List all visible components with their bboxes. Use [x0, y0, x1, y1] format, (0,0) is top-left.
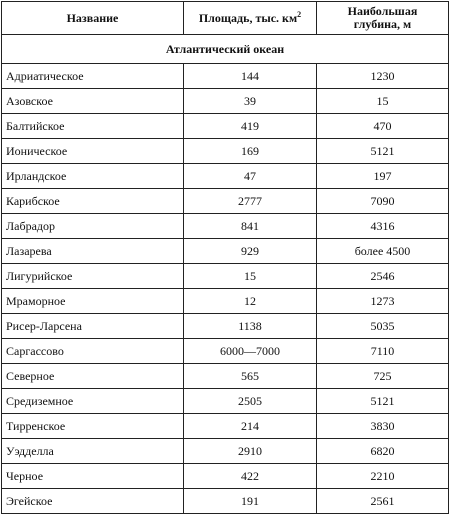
table-row — [2, 389, 449, 414]
table-row — [2, 139, 449, 164]
sea-depth-cell: 4316 — [317, 214, 449, 239]
sea-area-cell: 39 — [184, 89, 317, 114]
sea-name-cell: Мраморное — [2, 289, 184, 314]
table-header — [2, 2, 449, 35]
table-row — [2, 239, 449, 264]
sea-depth-cell: 7110 — [317, 339, 449, 364]
sea-depth-cell: 1273 — [317, 289, 449, 314]
table-row — [2, 89, 449, 114]
sea-name-cell: Черное — [2, 464, 184, 489]
sea-depth-cell: 2546 — [317, 264, 449, 289]
sea-area-cell: 47 — [184, 164, 317, 189]
sea-name-cell: Тирренское — [2, 414, 184, 439]
sea-name-cell: Эгейское — [2, 489, 184, 514]
table-row — [2, 439, 449, 464]
sea-area-cell: 169 — [184, 139, 317, 164]
sea-name-cell: Северное — [2, 364, 184, 389]
sea-name-cell: Лабрадор — [2, 214, 184, 239]
sea-depth-cell: 7090 — [317, 189, 449, 214]
header-area — [184, 2, 317, 35]
sea-area-cell: 419 — [184, 114, 317, 139]
sea-name-cell: Саргассово — [2, 339, 184, 364]
header-area-superscript: 2 — [297, 9, 302, 19]
sea-depth-cell: 5121 — [317, 389, 449, 414]
table-row — [2, 364, 449, 389]
sea-area-cell: 841 — [184, 214, 317, 239]
section-title: Атлантический океан — [2, 35, 449, 64]
table-row — [2, 214, 449, 239]
table-row — [2, 189, 449, 214]
table-body — [2, 35, 449, 514]
header-name: Название — [2, 2, 184, 35]
sea-name-cell: Балтийское — [2, 114, 184, 139]
table-row — [2, 289, 449, 314]
sea-depth-cell: 470 — [317, 114, 449, 139]
header-depth-line1: Наибольшая — [347, 4, 418, 18]
sea-depth-cell: 2210 — [317, 464, 449, 489]
seas-table — [1, 1, 449, 514]
sea-depth-cell: 3830 — [317, 414, 449, 439]
sea-depth-cell: 5121 — [317, 139, 449, 164]
sea-depth-cell: 6820 — [317, 439, 449, 464]
header-depth-line2: глубина, м — [353, 17, 412, 31]
sea-area-cell: 2910 — [184, 439, 317, 464]
sea-area-cell: 12 — [184, 289, 317, 314]
table-row — [2, 464, 449, 489]
sea-area-cell: 6000—7000 — [184, 339, 317, 364]
sea-area-cell: 15 — [184, 264, 317, 289]
header-depth — [317, 2, 449, 35]
table-row — [2, 114, 449, 139]
sea-depth-cell: 15 — [317, 89, 449, 114]
table-row — [2, 339, 449, 364]
table-row — [2, 264, 449, 289]
sea-name-cell: Адриатическое — [2, 64, 184, 89]
table-row — [2, 489, 449, 514]
sea-area-cell: 1138 — [184, 314, 317, 339]
sea-area-cell: 2777 — [184, 189, 317, 214]
header-area-text: Площадь, тыс. км — [198, 10, 298, 25]
sea-area-cell: 422 — [184, 464, 317, 489]
sea-depth-cell: более 4500 — [317, 239, 449, 264]
sea-depth-cell: 197 — [317, 164, 449, 189]
sea-name-cell: Средиземное — [2, 389, 184, 414]
sea-name-cell: Ирландское — [2, 164, 184, 189]
table-row — [2, 164, 449, 189]
sea-name-cell: Уэдделла — [2, 439, 184, 464]
sea-area-cell: 929 — [184, 239, 317, 264]
sea-name-cell: Ионическое — [2, 139, 184, 164]
sea-name-cell: Азовское — [2, 89, 184, 114]
sea-area-cell: 144 — [184, 64, 317, 89]
table-row — [2, 414, 449, 439]
sea-area-cell: 565 — [184, 364, 317, 389]
sea-depth-cell: 2561 — [317, 489, 449, 514]
sea-depth-cell: 1230 — [317, 64, 449, 89]
sea-depth-cell: 725 — [317, 364, 449, 389]
section-row — [2, 35, 449, 64]
sea-name-cell: Лазарева — [2, 239, 184, 264]
sea-name-cell: Карибское — [2, 189, 184, 214]
sea-name-cell: Рисер-Ларсена — [2, 314, 184, 339]
header-row — [2, 2, 449, 35]
sea-area-cell: 191 — [184, 489, 317, 514]
table-row — [2, 314, 449, 339]
table-row — [2, 64, 449, 89]
sea-name-cell: Лигурийское — [2, 264, 184, 289]
sea-depth-cell: 5035 — [317, 314, 449, 339]
sea-area-cell: 2505 — [184, 389, 317, 414]
sea-area-cell: 214 — [184, 414, 317, 439]
